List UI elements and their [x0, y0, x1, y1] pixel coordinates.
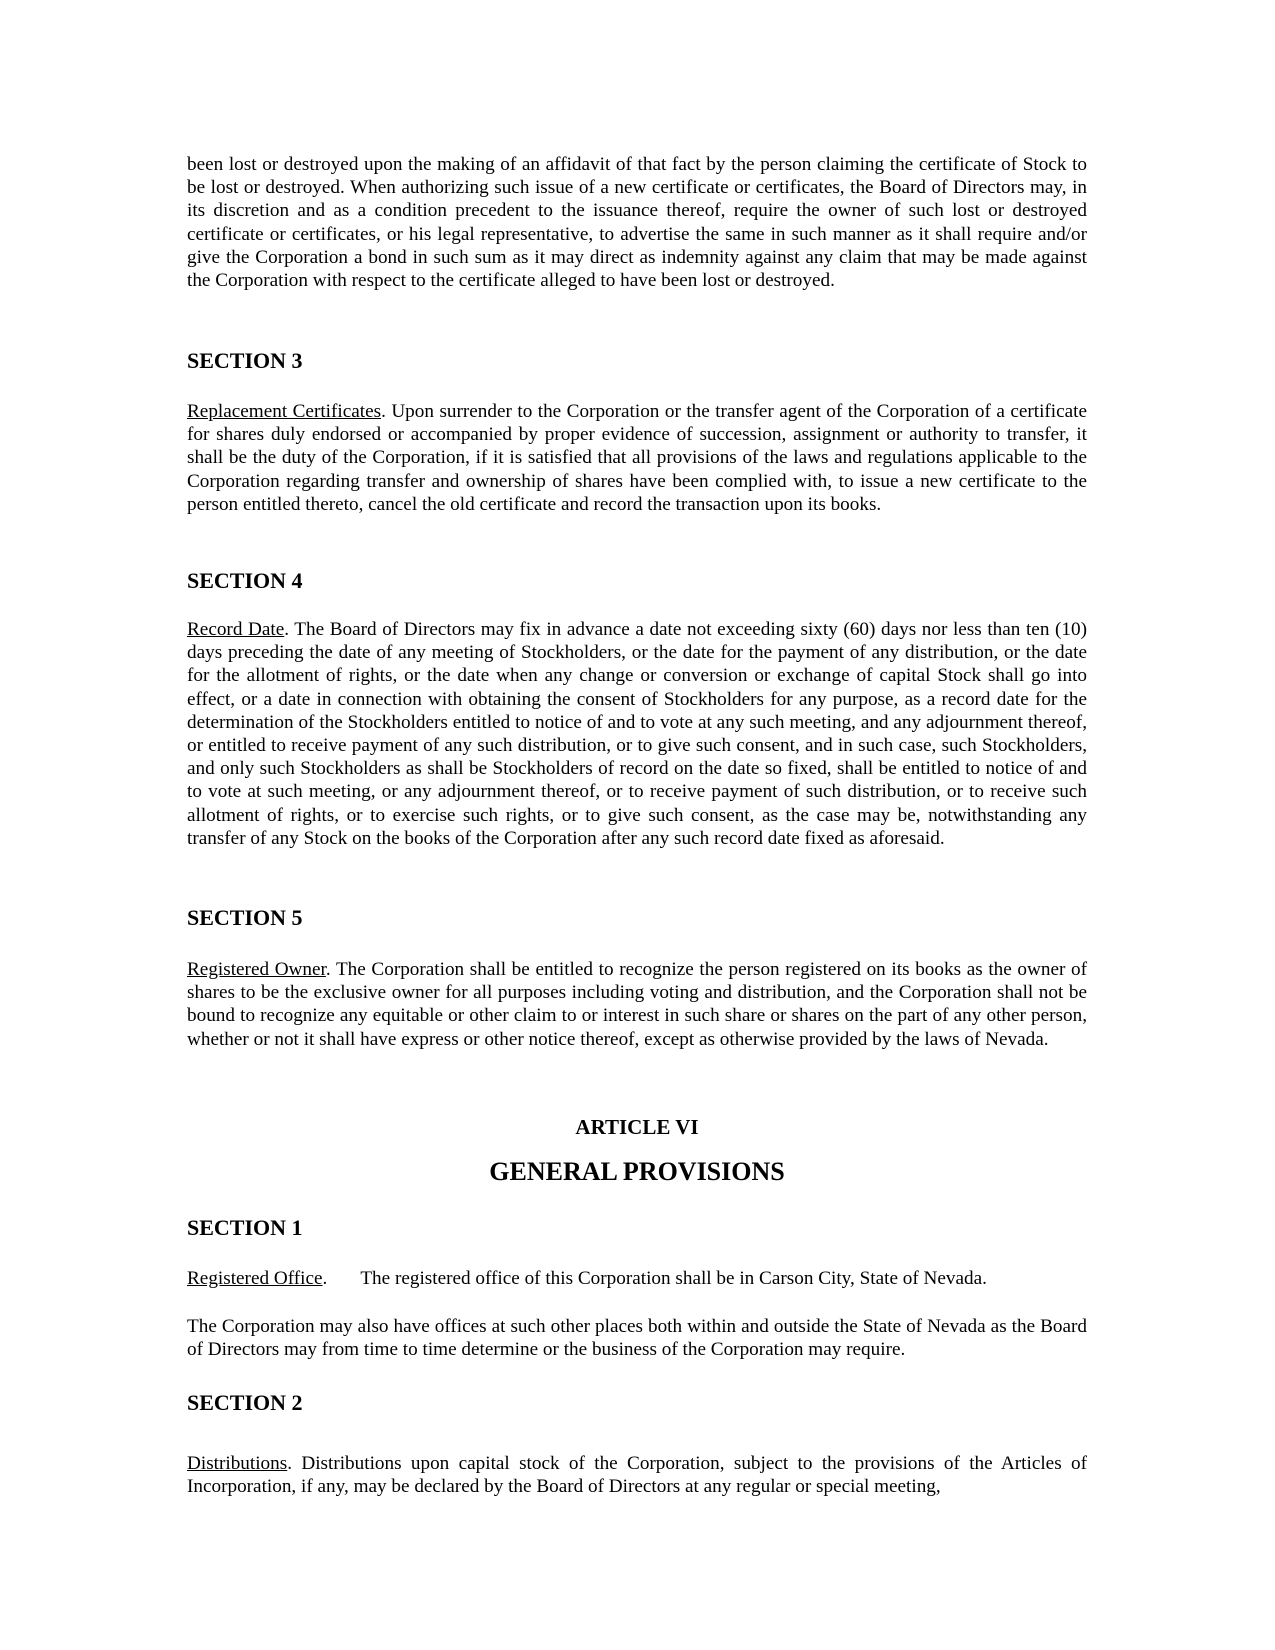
paragraph-distributions-body: . Distributions upon capital stock of the Corporation, subject to the provisions of the Articles of Incorporation, if any, may be declared by the Board of Directors at any regular or special meeting,: [187, 1453, 1087, 1498]
heading-section-2: SECTION 2: [187, 1390, 303, 1415]
heading-section-1: SECTION 1: [187, 1215, 303, 1240]
paragraph-distributions: [187, 1452, 1087, 1498]
heading-section-4: SECTION 4: [187, 568, 303, 593]
paragraph-record-date: [187, 618, 1087, 850]
heading-article-vi: ARTICLE VI: [575, 1115, 699, 1139]
lead-registered-owner: Registered Owner: [187, 959, 326, 980]
paragraph-record-date-body: . The Board of Directors may fix in advance a date not exceeding sixty (60) days nor less than ten (10) days preceding the date of any meeting of Stockholders, or the date for the payment of any distribution, or the date for the allotment of rights, or the date when any change or conversion or exchange of capital Stock shall go into effect, or a date in connection with obtaining the consent of Stockholders for any purpose, as a record date for the determination of the Stockholders entitled to notice of and to vote at any such meeting, and any adjournment thereof, or entitled to receive payment of any such distribution, or to give such consent, and in such case, such Stockholders, and only such Stockholders as shall be Stockholders of record on the date so fixed, shall be entitled to notice of and to vote at such meeting, or any adjournment thereof, or to receive payment of such distribution, or to receive such allotment of rights, or to exercise such rights, or to give such consent, as the case may be, notwithstanding any transfer of any Stock on the books of the Corporation after any such record date fixed as aforesaid.: [187, 619, 1087, 849]
heading-section-3: SECTION 3: [187, 348, 303, 373]
paragraph-lost-certificates-continued: been lost or destroyed upon the making of an affidavit of that fact by the person claiming the certificate of Stock to be lost or destroyed. When authorizing such issue of a new certificate or certificates, the Board of Directors may, in its discretion and as a condition precedent to the issuance thereof, require the owner of such lost or destroyed certificate or certificates, or his legal representative, to advertise the same in such manner as it shall require and/or give the Corporation a bond in such sum as it may direct as indemnity against any claim that may be made against the Corporation with respect to the certificate alleged to have been lost or destroyed.: [187, 154, 1087, 292]
lead-record-date: Record Date: [187, 619, 285, 640]
heading-general-provisions: GENERAL PROVISIONS: [489, 1157, 785, 1186]
paragraph-replacement-certificates: [187, 400, 1087, 516]
lead-registered-office-period: .: [322, 1268, 328, 1289]
paragraph-replacement-certificates-body: . Upon surrender to the Corporation or the transfer agent of the Corporation of a certificate for shares duly endorsed or accompanied by proper evidence of succession, assignment or authority to transfer, it shall be the duty of the Corporation, if it is satisfied that all provisions of the laws and regulations applicable to the Corporation regarding transfer and ownership of shares have been complied with, to issue a new certificate to the person entitled thereto, cancel the old certificate and record the transaction upon its books.: [187, 401, 1087, 515]
paragraph-registered-office-body: The registered office of this Corporation shall be in Carson City, State of Nevada.: [360, 1268, 987, 1289]
lead-distributions: Distributions: [187, 1453, 288, 1474]
heading-section-5: SECTION 5: [187, 905, 303, 930]
lead-replacement-certificates: Replacement Certificates: [187, 401, 382, 422]
paragraph-registered-owner-body: . The Corporation shall be entitled to recognize the person registered on its books as the owner of shares to be the exclusive owner for all purposes including voting and distribution, and the Corporation shall not be bound to recognize any equitable or other claim to or interest in such share or shares on the part of any other person, whether or not it shall have express or other notice thereof, except as otherwise provided by the laws of Nevada.: [187, 959, 1087, 1050]
lead-registered-office: Registered Office: [187, 1268, 323, 1289]
paragraph-registered-office: [187, 1267, 1087, 1290]
paragraph-other-offices: The Corporation may also have offices at such other places both within and outside the State of Nevada as the Board of Directors may from time to time determine or the business of the Corporation may require.: [187, 1316, 1087, 1361]
paragraph-registered-owner: [187, 958, 1087, 1051]
